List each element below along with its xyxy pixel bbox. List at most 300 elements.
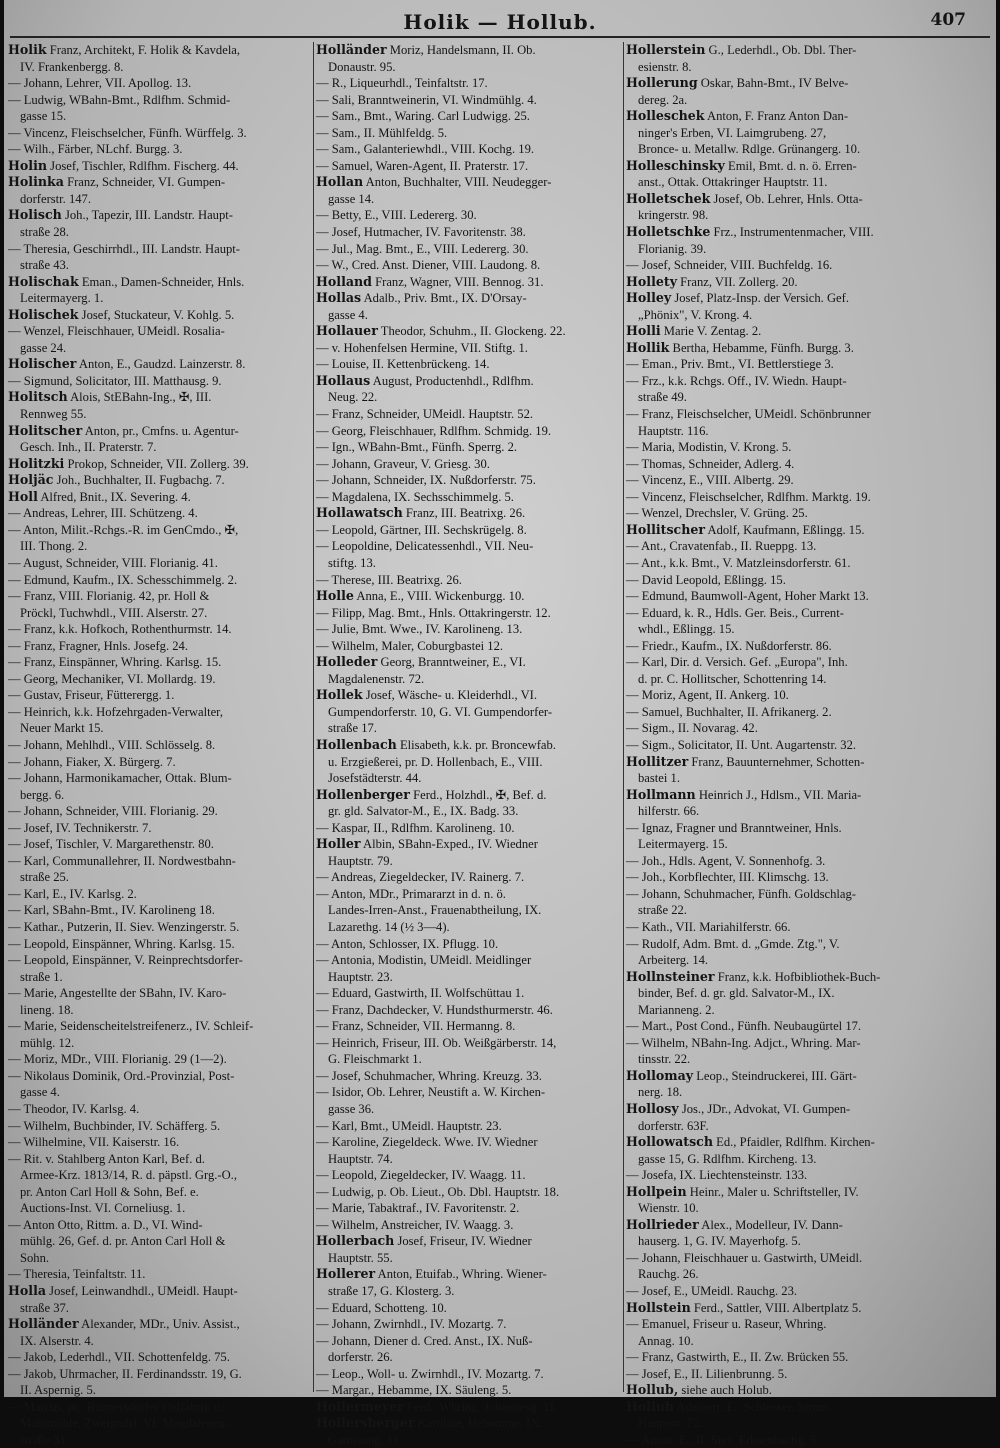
entry-text: — Anton, Milit.-Rchgs.-R. im GenCmdo., ✠, xyxy=(8,522,239,537)
entry-line xyxy=(8,1349,312,1366)
entry-line xyxy=(316,1068,622,1085)
entry-line xyxy=(316,241,622,258)
surname: Hollpein xyxy=(626,1183,687,1199)
surname: Holletschke xyxy=(626,224,711,240)
entry-text: hauserg. 1, G. IV. Mayerhofg. 5. xyxy=(638,1234,801,1249)
entry-text: — Rudolf, Adm. Bmt. d. „Gmde. Ztg.", V. xyxy=(626,936,840,951)
entry-text: Magdalenenstr. 72. xyxy=(328,671,425,686)
surname: Hollawatsch xyxy=(316,505,403,521)
entry-text: — Wenzel, Drechsler, V. Grüng. 25. xyxy=(626,506,808,521)
entry-text: Franz, III. Beatrixg. 26. xyxy=(402,506,526,521)
entry-text: — Johann, Schuhmacher, Fünfh. Goldschlag- xyxy=(626,886,856,901)
entry-line xyxy=(8,985,312,1002)
entry-text: — Margar., Hebamme, IX. Säuleng. 5. xyxy=(316,1383,512,1398)
entry-text: Mahlmühle, Zweigndrl. VI. Magdalenen- xyxy=(20,1416,229,1431)
entry-line xyxy=(316,985,622,1002)
entry-line xyxy=(316,1051,622,1068)
entry-line xyxy=(8,952,312,969)
entry-line xyxy=(316,1151,622,1168)
entry-text: — Sigmund, Solicitator, III. Matthausg. 9. xyxy=(8,373,222,388)
entry-line xyxy=(626,356,992,373)
entry-head-line xyxy=(626,969,992,986)
entry-text: — Josef, Tischler, V. Margarethenstr. 80. xyxy=(8,837,214,852)
entry-text: IV. Frankenbergg. 8. xyxy=(20,59,124,74)
surname: Hollek xyxy=(316,687,363,703)
entry-head-line xyxy=(316,787,622,804)
entry-text: — Gustav, Friseur, Fütterergg. 1. xyxy=(8,688,175,703)
entry-line xyxy=(8,439,312,456)
entry-text: Emil, Bmt. d. n. ö. Erren- xyxy=(724,158,857,173)
surname: Hollerung xyxy=(626,75,698,91)
entry-line xyxy=(316,307,622,324)
entry-line xyxy=(316,125,622,142)
entry-text: Prokop, Schneider, VII. Zollerg. 39. xyxy=(64,456,249,471)
entry-text: — Karl, Bmt., UMeidl. Hauptstr. 23. xyxy=(316,1118,502,1133)
entry-line xyxy=(626,638,992,655)
entry-text: Josef, Friseur, IV. Wiedner xyxy=(394,1234,532,1249)
entry-text: Alexander, MDr., Univ. Assist., xyxy=(78,1317,240,1332)
entry-text: — Sam., II. Mühlfeldg. 5. xyxy=(316,125,448,140)
entry-line xyxy=(626,174,992,191)
surname: Hollety xyxy=(626,273,678,289)
entry-head-line xyxy=(626,340,992,357)
entry-line xyxy=(8,1250,312,1267)
entry-text: — Karl, E., IV. Karlsg. 2. xyxy=(8,886,137,901)
entry-text: IX. Alserstr. 4. xyxy=(20,1333,94,1348)
entry-text: straße 49. xyxy=(638,390,687,405)
entry-line xyxy=(8,1118,312,1135)
entry-text: Ferd., Holzhdl., ✠, Bef. d. xyxy=(409,787,547,802)
entry-text: — Vincenz, Fleischselcher, Rdlfhm. Marktg. 19. xyxy=(626,489,871,504)
entry-text: Elisabeth, k.k. pr. Broncewfab. xyxy=(396,737,556,752)
entry-text: — Mart., Post Cond., Fünfh. Neubaugürtel 17. xyxy=(626,1019,862,1034)
entry-text: — Marie, Angestellte der SBahn, IV. Karo- xyxy=(8,986,227,1001)
entry-line xyxy=(626,820,992,837)
entry-text: Alfred, Bnit., IX. Severing. 4. xyxy=(37,489,191,504)
entry-line xyxy=(8,1415,312,1432)
entry-text: Alois, StEBahn-Ing., ✠, III. xyxy=(67,390,212,405)
entry-text: Adalbert, E., Schlosser, Simm. xyxy=(673,1399,832,1414)
entry-text: — Franz, Dachdecker, V. Hundsthurmerstr. 46. xyxy=(316,1002,553,1017)
column-3 xyxy=(626,42,992,1447)
entry-text: Marianneng. 2. xyxy=(638,1002,715,1017)
header-rule xyxy=(10,36,990,38)
entry-head-line xyxy=(8,158,312,175)
entry-line xyxy=(626,1018,992,1035)
entry-line xyxy=(626,1084,992,1101)
entry-line xyxy=(626,704,992,721)
column-divider xyxy=(313,42,314,1392)
entry-text: — Anton Otto, Rittm. a. D., VI. Wind- xyxy=(8,1217,203,1232)
entry-text: Leop., Steindruckerei, III. Gärt- xyxy=(693,1068,857,1083)
entry-line xyxy=(316,389,622,406)
entry-text: u. Erzgießerei, pr. D. Hollenbach, E., VIII. xyxy=(328,754,543,769)
entry-text: — Eduard, Schotteng. 10. xyxy=(316,1300,447,1315)
entry-line xyxy=(8,125,312,142)
surname: Hollrieder xyxy=(626,1216,699,1232)
entry-text: Leitermayerg. 1. xyxy=(20,291,104,306)
entry-text: — Franz, Schneider, VII. Hermanng. 8. xyxy=(316,1019,516,1034)
entry-line xyxy=(8,853,312,870)
entry-line xyxy=(316,423,622,440)
surname: Holin xyxy=(8,157,48,173)
entry-head-line xyxy=(316,373,622,390)
entry-text: Sohn. xyxy=(20,1250,50,1265)
entry-text: Gesch. Inh., II. Praterstr. 7. xyxy=(20,440,157,455)
entry-head-line xyxy=(8,1283,312,1300)
entry-line xyxy=(316,1366,622,1383)
entry-head-line xyxy=(316,174,622,191)
surname: Hollan xyxy=(316,174,364,190)
entry-text: straße 22. xyxy=(638,903,687,918)
entry-text: Rennweg 55. xyxy=(20,407,87,422)
entry-line xyxy=(626,803,992,820)
entry-text: tinsstr. 22. xyxy=(638,1052,691,1067)
entry-text: Josef, Stuckateur, V. Kohlg. 5. xyxy=(78,307,235,322)
entry-line xyxy=(8,406,312,423)
entry-text: Franz, VII. Zollerg. 20. xyxy=(677,274,798,289)
entry-line xyxy=(316,108,622,125)
entry-line xyxy=(626,241,992,258)
entry-head-line xyxy=(8,472,312,489)
entry-text: straße 31. xyxy=(20,1432,69,1447)
entry-line xyxy=(8,538,312,555)
entry-text: Anton, E., Gaudzd. Lainzerstr. 8. xyxy=(76,357,246,372)
entry-text: — Johann, Fleischhauer u. Gastwirth, UMeidl. xyxy=(626,1250,863,1265)
entry-text: — Franz, Einspänner, Whring. Karlsg. 15. xyxy=(8,655,222,670)
entry-text: — Jakob, Lederhdl., VII. Schottenfeldg. 75. xyxy=(8,1350,230,1365)
surname: Hollowatsch xyxy=(626,1134,714,1150)
entry-line xyxy=(316,75,622,92)
entry-head-line xyxy=(316,654,622,671)
surname: Holleder xyxy=(316,654,378,670)
entry-text: siehe auch Holub. xyxy=(678,1383,772,1398)
entry-line xyxy=(316,1283,622,1300)
entry-text: — Julie, Bmt. Wwe., IV. Karolineng. 13. xyxy=(316,622,523,637)
entry-text: Neuer Markt 15. xyxy=(20,721,104,736)
entry-head-line xyxy=(316,290,622,307)
entry-text: — Moriz, Agent, II. Ankerg. 10. xyxy=(626,688,789,703)
entry-text: — Rit. v. Stahlberg Anton Karl, Bef. d. xyxy=(8,1151,205,1166)
entry-line xyxy=(8,241,312,258)
entry-line xyxy=(316,538,622,555)
entry-text: hilferstr. 66. xyxy=(638,804,700,819)
entry-line xyxy=(626,538,992,555)
entry-line xyxy=(316,1250,622,1267)
entry-line xyxy=(8,1002,312,1019)
entry-text: — Leopoldine, Delicatessenhdl., VII. Neu- xyxy=(316,539,534,554)
entry-line xyxy=(8,373,312,390)
entry-text: Georg, Branntweiner, E., VI. xyxy=(377,655,526,670)
entry-text: pr. Anton Carl Holl & Sohn, Bef. e. xyxy=(20,1184,199,1199)
entry-line xyxy=(626,307,992,324)
surname: Holitscher xyxy=(8,422,83,438)
surname: Holitsch xyxy=(8,389,68,405)
entry-text: Auctions-Inst. VI. Corneliusg. 1. xyxy=(20,1201,186,1216)
entry-line xyxy=(316,638,622,655)
entry-line xyxy=(8,1167,312,1184)
entry-line xyxy=(8,770,312,787)
entry-text: — Georg, Mechaniker, VI. Mollardg. 19. xyxy=(8,671,216,686)
entry-line xyxy=(8,505,312,522)
entry-text: — Franz, VIII. Florianig. 42, pr. Holl & xyxy=(8,589,210,604)
entry-text: Gumpendorferstr. 10, G. VI. Gumpendorfer- xyxy=(328,704,553,719)
entry-head-line xyxy=(316,323,622,340)
entry-line xyxy=(626,1151,992,1168)
entry-line xyxy=(8,141,312,158)
entry-text: mühlg. 26, Gef. d. pr. Anton Carl Holl & xyxy=(20,1234,226,1249)
entry-text: — Maria, Modistin, V. Krong. 5. xyxy=(626,440,792,455)
entry-text: — Kathar., Putzerin, II. Siev. Wenzingerstr. 5. xyxy=(8,919,240,934)
entry-line xyxy=(626,770,992,787)
entry-line xyxy=(626,588,992,605)
surname: Hollersberger xyxy=(316,1415,415,1431)
entry-line xyxy=(8,886,312,903)
entry-text: — Ign., WBahn-Bmt., Fünfh. Sperrg. 2. xyxy=(316,440,518,455)
entry-text: Ferd., Whring. Johannesg. 11. xyxy=(403,1399,559,1414)
entry-text: Marie V. Zentag. 2. xyxy=(660,324,762,339)
entry-text: — Vincenz, E., VIII. Albertg. 29. xyxy=(626,473,794,488)
entry-line xyxy=(626,687,992,704)
entry-line xyxy=(626,902,992,919)
surname: Hollomay xyxy=(626,1067,694,1083)
entry-line xyxy=(316,406,622,423)
entry-line xyxy=(316,1167,622,1184)
entry-line xyxy=(316,803,622,820)
entry-line xyxy=(316,141,622,158)
entry-text: — Andreas, Ziegeldecker, IV. Rainerg. 7. xyxy=(316,870,525,885)
entry-line xyxy=(316,1002,622,1019)
entry-text: Pröckl, Tuchwhdl., VIII. Alserstr. 27. xyxy=(20,605,208,620)
entry-line xyxy=(316,472,622,489)
entry-text: — Karl, SBahn-Bmt., IV. Karolineng 18. xyxy=(8,903,215,918)
entry-head-line xyxy=(316,42,622,59)
entry-line xyxy=(626,853,992,870)
entry-text: Theodor, Schuhm., II. Glockeng. 22. xyxy=(377,324,566,339)
entry-text: — Johann, Fiaker, X. Bürgerg. 7. xyxy=(8,754,176,769)
entry-line xyxy=(626,985,992,1002)
entry-line xyxy=(316,886,622,903)
entry-line xyxy=(626,489,992,506)
entry-line xyxy=(626,1366,992,1383)
entry-line xyxy=(316,1184,622,1201)
entry-line xyxy=(8,803,312,820)
entry-text: — Ignaz, Fragner und Branntweiner, Hnls. xyxy=(626,820,842,835)
entry-line xyxy=(316,555,622,572)
entry-line xyxy=(316,1200,622,1217)
surname: Hollerstein xyxy=(626,42,706,57)
entry-text: — Anton, Schlosser, IX. Pflugg. 10. xyxy=(316,936,499,951)
entry-text: — Kaspar, II., Rdlfhm. Karolineng. 10. xyxy=(316,820,515,835)
entry-text: — Leop., Woll- u. Zwirnhdl., IV. Mozartg. 7. xyxy=(316,1366,544,1381)
entry-line xyxy=(626,1051,992,1068)
entry-text: — W., Cred. Anst. Diener, VIII. Laudong. 8. xyxy=(316,258,541,273)
surname: Hollas xyxy=(316,290,362,306)
entry-line xyxy=(626,92,992,109)
entry-line xyxy=(626,1333,992,1350)
entry-line xyxy=(316,952,622,969)
entry-line xyxy=(316,770,622,787)
entry-text: Rauchg. 26. xyxy=(638,1267,699,1282)
surname: Holland xyxy=(316,273,372,289)
entry-line xyxy=(8,340,312,357)
entry-text: Landes-Irren-Anst., Frauenabtheilung, IX. xyxy=(328,903,542,918)
entry-text: „Phönix", V. Krong. 4. xyxy=(638,307,753,322)
entry-head-line xyxy=(626,1068,992,1085)
entry-text: Franz, Schneider, VI. Gumpen- xyxy=(63,175,226,190)
entry-text: Lazarethg. 14 (½ 3—4). xyxy=(328,919,450,934)
entry-text: — Kath., VII. Mariahilferstr. 66. xyxy=(626,919,791,934)
entry-line xyxy=(8,671,312,688)
surname: Hollmann xyxy=(626,786,696,802)
entry-text: Frz., Instrumentenmacher, VIII. xyxy=(710,225,874,240)
entry-line xyxy=(8,1366,312,1383)
entry-line xyxy=(626,1349,992,1366)
entry-head-line xyxy=(626,1134,992,1151)
entry-head-line xyxy=(8,274,312,291)
entry-text: Josefstädterstr. 44. xyxy=(328,771,422,786)
entry-line xyxy=(316,92,622,109)
entry-head-line xyxy=(8,489,312,506)
entry-head-line xyxy=(626,754,992,771)
entry-text: — Magdalena, IX. Sechsschimmelg. 5. xyxy=(316,489,514,504)
entry-text: — Johann, Lehrer, VII. Apollog. 13. xyxy=(8,76,192,91)
surname: Holla xyxy=(8,1283,47,1299)
entry-head-line xyxy=(316,836,622,853)
entry-text: — Karoline, Ziegeldeck. Wwe. IV. Wiedner xyxy=(316,1135,538,1150)
entry-text: — Johann, Schneider, IX. Nußdorferstr. 75. xyxy=(316,473,536,488)
entry-head-line xyxy=(316,588,622,605)
entry-line xyxy=(8,1399,312,1416)
entry-text: Florianig. 39. xyxy=(638,241,707,256)
entry-text: Anton, F. Franz Anton Dan- xyxy=(704,109,849,124)
surname: Holli xyxy=(626,323,661,339)
entry-text: — Josef, E., UMeidl. Rauchg. 23. xyxy=(626,1284,798,1299)
entry-line xyxy=(626,654,992,671)
surname: Hollub xyxy=(626,1398,674,1414)
surname: Holjäc xyxy=(8,472,54,488)
surname: Hollauer xyxy=(316,323,378,339)
entry-text: anst., Ottak. Ottakringer Hauptstr. 11. xyxy=(638,175,828,190)
entry-text: Leitermayerg. 15. xyxy=(638,837,728,852)
entry-line xyxy=(8,836,312,853)
surname: Holl xyxy=(8,488,38,504)
entry-line xyxy=(626,1283,992,1300)
entry-text: dorferstr. 63F. xyxy=(638,1118,709,1133)
directory-page xyxy=(4,0,996,1447)
entry-text: Arbeiterg. 14. xyxy=(638,953,709,968)
entry-text: — Theodor, IV. Karlsg. 4. xyxy=(8,1102,140,1116)
entry-text: — Emanuel, Friseur u. Raseur, Whring. xyxy=(626,1317,827,1332)
entry-text: ninger's Erben, VI. Laimgrubeng. 27, xyxy=(638,125,827,140)
entry-text: lineng. 18. xyxy=(20,1002,74,1017)
entry-text: — Johann, Diener d. Cred. Anst., IX. Nuß- xyxy=(316,1333,533,1348)
entry-line xyxy=(626,456,992,473)
entry-text: — Sali, Branntweinerin, VI. Windmühlg. 4. xyxy=(316,92,537,107)
entry-line xyxy=(8,654,312,671)
entry-text: esienstr. 8. xyxy=(638,59,692,74)
entry-text: — Andreas, Lehrer, III. Schützeng. 4. xyxy=(8,506,198,521)
entry-text: — Josef, IV. Technikerstr. 7. xyxy=(8,820,152,835)
entry-line xyxy=(316,456,622,473)
entry-line xyxy=(626,572,992,589)
entry-text: — Thomas, Schneider, Adlerg. 4. xyxy=(626,456,795,471)
entry-head-line xyxy=(626,191,992,208)
entry-line xyxy=(8,1018,312,1035)
entry-line xyxy=(316,1018,622,1035)
entry-text: kringerstr. 98. xyxy=(638,208,709,223)
entry-text: — Samuel, Waren-Agent, II. Praterstr. 17. xyxy=(316,158,529,173)
entry-line xyxy=(8,1035,312,1052)
surname: Holischer xyxy=(8,356,77,372)
surname: Holleschinsky xyxy=(626,157,725,173)
entry-line xyxy=(8,687,312,704)
entry-text: — David Leopold, Eßlingg. 15. xyxy=(626,572,786,587)
entry-text: — Franz, Gastwirth, E., II. Zw. Brücken 55. xyxy=(626,1350,849,1365)
entry-line xyxy=(626,1118,992,1135)
surname: Hollenbach xyxy=(316,736,397,752)
entry-line xyxy=(316,340,622,357)
entry-line xyxy=(8,754,312,771)
entry-text: — Theresia, Teinfaltstr. 11. xyxy=(8,1267,146,1282)
entry-text: — Leopold, Einspänner, V. Reinprechtsdorfer- xyxy=(8,953,243,968)
surname: Hollermeyer xyxy=(316,1398,404,1414)
entry-line xyxy=(8,1184,312,1201)
entry-text: G., Lederhdl., Ob. Dbl. Ther- xyxy=(705,43,857,57)
entry-text: straße 43. xyxy=(20,258,69,273)
entry-text: — Wilhelm, NBahn-Ing. Adjct., Whring. Mar- xyxy=(626,1035,861,1050)
entry-text: — Eduard, Gastwirth, II. Wolfschüttau 1. xyxy=(316,986,525,1001)
entry-text: Armee-Krz. 1813/14, R. d. päpstl. Grg.-O., xyxy=(20,1168,237,1183)
entry-line xyxy=(316,191,622,208)
entry-text: — Edmund, Baumwoll-Agent, Hoher Markt 13. xyxy=(626,589,869,604)
entry-head-line xyxy=(316,1399,622,1416)
entry-text: — Johann, Zwirnhdl., IV. Mozartg. 7. xyxy=(316,1317,507,1332)
entry-line xyxy=(626,472,992,489)
entry-line xyxy=(316,671,622,688)
surname: Holitzki xyxy=(8,455,65,471)
entry-text: bergg. 6. xyxy=(20,787,65,802)
entry-text: Moriz, Handelsmann, II. Ob. xyxy=(386,43,536,57)
entry-text: Josef, Tischler, Rdlfhm. Fischerg. 44. xyxy=(47,158,239,173)
entry-head-line xyxy=(316,687,622,704)
entry-line xyxy=(316,1134,622,1151)
entry-text: — Samuel, Buchhalter, II. Afrikanerg. 2. xyxy=(626,704,832,719)
entry-line xyxy=(626,952,992,969)
entry-line xyxy=(316,820,622,837)
entry-text: — Ludwig, p. Ob. Lieut., Ob. Dbl. Hauptstr. 18. xyxy=(316,1184,560,1199)
page-number: 407 xyxy=(930,10,966,30)
surname: Hollaus xyxy=(316,372,371,388)
entry-text: — Therese, III. Beatrixg. 26. xyxy=(316,572,462,587)
entry-text: gasse 15. xyxy=(20,109,67,124)
entry-line xyxy=(8,787,312,804)
entry-head-line xyxy=(626,75,992,92)
entry-text: gasse 24. xyxy=(20,340,67,355)
entry-head-line xyxy=(626,522,992,539)
entry-line xyxy=(8,621,312,638)
entry-text: Hauptstr. 55. xyxy=(328,1250,393,1265)
entry-line xyxy=(316,869,622,886)
entry-line xyxy=(316,605,622,622)
entry-text: — Frz., k.k. Rchgs. Off., IV. Wiedn. Haupt- xyxy=(626,373,847,388)
entry-text: dereg. 2a. xyxy=(638,92,688,107)
entry-head-line xyxy=(626,1382,992,1399)
entry-text: straße 37. xyxy=(20,1300,69,1315)
entry-text: — Anton, E., II. Siev. Erbsenbachg. 5. xyxy=(626,1432,820,1447)
entry-line xyxy=(626,869,992,886)
entry-head-line xyxy=(626,290,992,307)
